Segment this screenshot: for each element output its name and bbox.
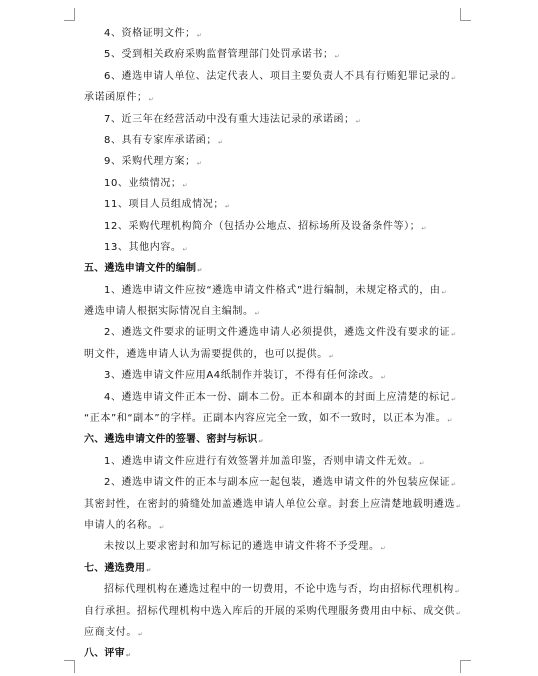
line-text: 招标代理机构在遴选过程中的一切费用，不论中选与否，均由招标代理机构	[104, 584, 454, 596]
line-text: 2、遴选申请文件的正本与副本应一起包装，遴选申请文件的外包装应保证	[104, 477, 451, 489]
line-text: “正本”和“副本”的字样。正副本内容应完全一致，如不一致时，以正本为准。	[84, 413, 447, 425]
line-text: 13、其他内容。	[104, 241, 182, 253]
line-text: 1、遴选申请文件应按“遴选申请文件格式”进行编制，未规定格式的，由	[104, 284, 441, 296]
line-text: 8、具有专家库承诺函；	[104, 134, 217, 146]
paragraph-line	[84, 280, 472, 301]
paragraph-mark-icon: ↵	[197, 267, 203, 275]
line-text: 1、遴选申请文件应进行有效签署并加盖印鉴，否则申请文件无效。	[104, 455, 419, 467]
paragraph-line	[84, 622, 472, 643]
paragraph-mark-icon: ↵	[421, 224, 427, 232]
paragraph-mark-icon: ↵	[125, 652, 132, 660]
section-heading	[84, 558, 472, 579]
line-text: 9、采购代理方案；	[104, 156, 196, 168]
paragraph-line	[84, 536, 472, 557]
paragraph-mark-icon: ↵	[224, 203, 231, 211]
paragraph-mark-icon: ↵	[217, 138, 224, 146]
paragraph-line	[84, 130, 472, 151]
line-text: 11、项目人员组成情况；	[104, 199, 224, 211]
paragraph-line	[84, 365, 472, 386]
paragraph-mark-icon: ↵	[196, 160, 203, 168]
paragraph-line	[84, 472, 472, 493]
paragraph-line	[84, 322, 472, 343]
paragraph-line	[84, 44, 472, 65]
line-text: 12、采购代理机构简介（包括办公地点、招标场所及设备条件等）；	[104, 220, 421, 232]
paragraph-line	[84, 216, 472, 237]
crop-mark-top-right	[460, 8, 471, 21]
paragraph-line	[84, 387, 472, 408]
line-text: 八、评审	[84, 648, 125, 660]
line-text: 3、遴选申请文件应用A4纸制作并装订，不得有任何涂改。	[104, 370, 380, 382]
paragraph-line	[84, 23, 472, 44]
line-text: 7、近三年在经营活动中没有重大违法记录的承诺函；	[104, 113, 355, 125]
document-body	[84, 23, 472, 665]
paragraph-mark-icon: ↵	[456, 502, 462, 510]
paragraph-mark-icon: ↵	[447, 417, 453, 425]
line-text: 2、遴选文件要求的证明文件遴选申请人必须提供，遴选文件没有要求的证	[104, 327, 451, 339]
crop-mark-top-left	[64, 8, 75, 21]
paragraph-line	[84, 301, 472, 322]
paragraph-mark-icon: ↵	[380, 374, 387, 382]
paragraph-mark-icon: ↵	[419, 459, 426, 467]
paragraph-line	[84, 87, 472, 108]
paragraph-mark-icon: ↵	[138, 630, 144, 638]
paragraph-mark-icon: ↵	[254, 310, 261, 318]
paragraph-line	[84, 344, 472, 365]
paragraph-line	[84, 151, 472, 172]
paragraph-mark-icon: ↵	[258, 438, 264, 446]
paragraph-mark-icon: ↵	[196, 32, 203, 39]
paragraph-mark-icon: ↵	[380, 545, 387, 553]
crop-mark-bottom-left	[64, 660, 75, 673]
paragraph-line	[84, 237, 472, 258]
paragraph-mark-icon: ↵	[328, 352, 335, 360]
line-text: 承诺函原件；	[84, 92, 148, 104]
paragraph-line	[84, 109, 472, 130]
paragraph-mark-icon: ↵	[454, 588, 461, 596]
paragraph-mark-icon: ↵	[146, 566, 152, 574]
paragraph-mark-icon: ↵	[456, 609, 462, 617]
paragraph-mark-icon: ↵	[334, 53, 341, 61]
line-text: 五、遴选申请文件的编制	[84, 263, 197, 275]
line-text: 其密封性，在密封的骑缝处加盖遴选申请人单位公章。封套上应清楚地载明遴选	[84, 498, 455, 510]
paragraph-mark-icon: ↵	[355, 117, 362, 125]
paragraph-line	[84, 408, 472, 429]
paragraph-mark-icon: ↵	[159, 523, 165, 531]
paragraph-line	[84, 66, 472, 87]
line-text: 自行承担。招标代理机构中选入库后的开展的采购代理服务费用由中标、成交供	[84, 605, 455, 617]
paragraph-mark-icon: ↵	[441, 288, 448, 296]
section-heading	[84, 429, 472, 450]
line-text: 未按以上要求密封和加写标记的遴选申请文件将不予受理。	[104, 541, 380, 553]
section-heading	[84, 258, 472, 279]
paragraph-mark-icon: ↵	[451, 481, 457, 489]
paragraph-mark-icon: ↵	[182, 181, 189, 189]
paragraph-line	[84, 515, 472, 536]
paragraph-mark-icon: ↵	[148, 96, 155, 104]
line-text: 10、业绩情况；	[104, 177, 182, 189]
line-text: 遴选申请人根据实际情况自主编制。	[84, 306, 254, 318]
paragraph-line	[84, 173, 472, 194]
line-text: 七、遴选费用	[84, 562, 146, 574]
paragraph-mark-icon: ↵	[451, 331, 457, 339]
line-text: 应商支付。	[84, 626, 137, 638]
paragraph-mark-icon: ↵	[451, 74, 457, 82]
paragraph-line	[84, 194, 472, 215]
paragraph-mark-icon: ↵	[182, 245, 189, 253]
paragraph-line	[84, 601, 472, 622]
paragraph-mark-icon: ↵	[451, 395, 457, 403]
line-text: 六、遴选申请文件的签署、密封与标识	[84, 434, 258, 446]
line-text: 4、遴选申请文件正本一份、副本二份。正本和副本的封面上应清楚的标记	[104, 391, 451, 403]
paragraph-line	[84, 579, 472, 600]
line-text: 申请人的名称。	[84, 519, 159, 531]
paragraph-line	[84, 494, 472, 515]
line-text: 5、受到相关政府采购监督管理部门处罚承诺书；	[104, 49, 334, 61]
paragraph-line	[84, 451, 472, 472]
line-text: 明文件，遴选申请人认为需要提供的，也可以提供。	[84, 348, 328, 360]
line-text: 4、资格证明文件；	[104, 28, 196, 39]
section-heading	[84, 643, 472, 664]
line-text: 6、遴选申请人单位、法定代表人、项目主要负责人不具有行贿犯罪记录的	[104, 70, 451, 82]
